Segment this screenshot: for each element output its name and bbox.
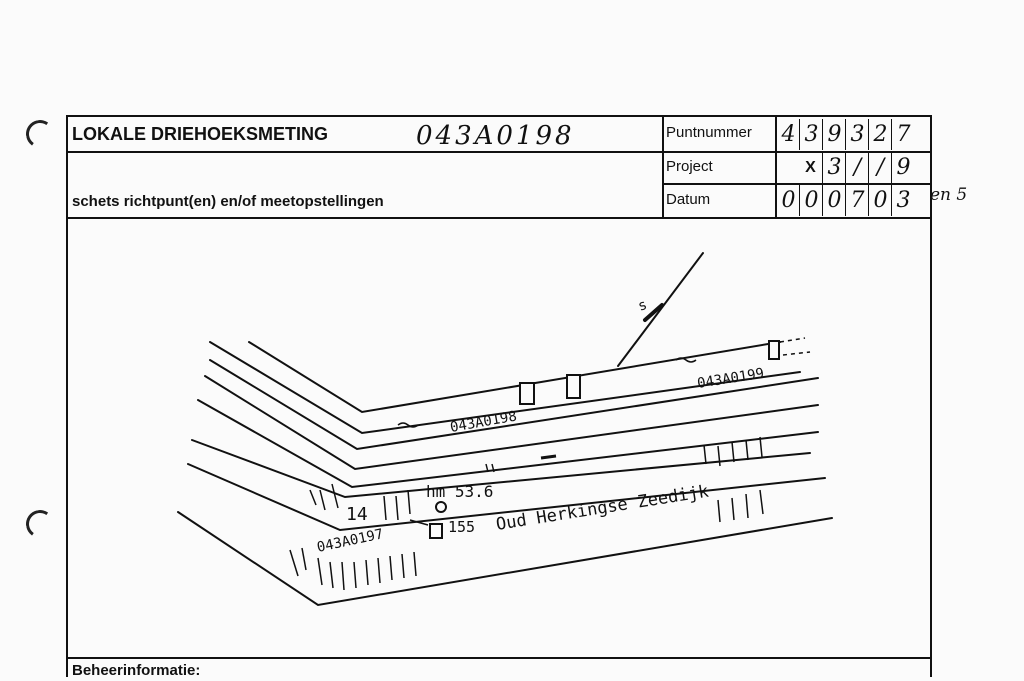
sketch-label-0197: 043A0197 <box>315 526 385 556</box>
puntnummer-digit: 7 <box>891 119 915 150</box>
puntnummer-digit: 4 <box>776 119 800 150</box>
datum-digit: 3 <box>891 185 915 216</box>
datum-digit: 0 <box>868 185 892 216</box>
datum-note: en 5 <box>930 185 968 205</box>
puntnummer-digit: 2 <box>868 119 892 150</box>
sketch-label-s: s <box>635 296 650 315</box>
puntnummer-digit: 3 <box>799 119 823 150</box>
datum-digit: 0 <box>776 185 800 216</box>
sketch-num-155: 155 <box>448 518 476 536</box>
sketch-label-0198: 043A0198 <box>448 408 519 436</box>
project-digit: 9 <box>891 152 915 183</box>
point-code: 043A0198 <box>416 121 575 151</box>
beheer-label: Beheerinformatie: <box>72 662 201 679</box>
form-subtitle: schets richtpunt(en) en/of meetopstellingen <box>72 193 384 210</box>
sketch-road-name: Oud Herkingse Zeedijk <box>494 481 711 535</box>
puntnummer-digit: 9 <box>822 119 846 150</box>
marker-0198 <box>520 383 534 404</box>
field-label-project: Project <box>666 158 713 175</box>
form-title: LOKALE DRIEHOEKSMETING <box>72 124 329 144</box>
datum-digit: 0 <box>799 185 823 216</box>
project-digit: / <box>845 152 869 183</box>
sketch-label-0199: 043A0199 <box>696 365 766 392</box>
project-digit: / <box>868 152 892 183</box>
datum-digit: 7 <box>845 185 869 216</box>
project-digit: 3 <box>822 152 846 183</box>
sketch-hm: hm 53.6 <box>426 482 494 501</box>
marker-0199 <box>769 341 779 359</box>
datum-digit: 0 <box>822 185 846 216</box>
marker-box <box>567 375 580 398</box>
puntnummer-digit: 3 <box>845 119 869 150</box>
project-digit: X <box>805 158 816 176</box>
field-label-datum: Datum <box>666 191 711 208</box>
sketch-num-14: 14 <box>346 504 368 525</box>
field-label-puntnummer: Puntnummer <box>666 124 752 141</box>
hm-circle <box>436 502 446 512</box>
marker-0197 <box>430 524 442 538</box>
